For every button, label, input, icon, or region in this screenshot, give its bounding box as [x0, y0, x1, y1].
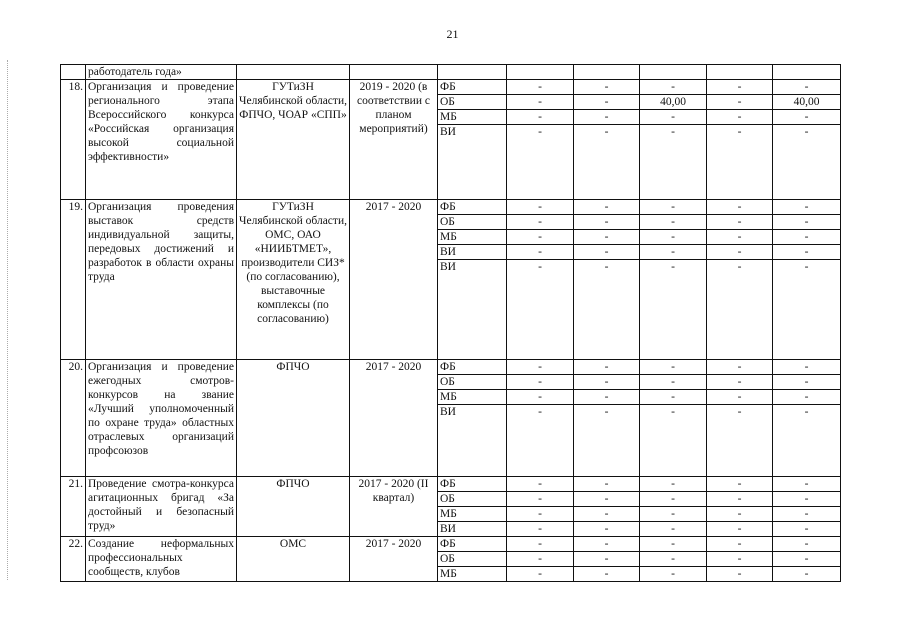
- table-row: [61, 537, 841, 552]
- funding-value: -: [507, 537, 574, 552]
- funding-value: -: [574, 492, 640, 507]
- executor: ФПЧО: [237, 360, 350, 477]
- funding-value: -: [574, 537, 640, 552]
- funding-value: -: [574, 95, 640, 110]
- funding-value: -: [773, 567, 841, 582]
- funding-value: -: [773, 245, 841, 260]
- funding-value: -: [574, 405, 640, 477]
- funding-value: -: [773, 215, 841, 230]
- funding-value: -: [574, 522, 640, 537]
- funding-value: -: [507, 215, 574, 230]
- funding-value: -: [640, 567, 707, 582]
- funding-source: ВИ: [438, 260, 507, 360]
- funding-value: -: [640, 245, 707, 260]
- funding-value: -: [773, 260, 841, 360]
- funding-value: -: [640, 125, 707, 200]
- funding-value: -: [707, 215, 773, 230]
- table-row: [61, 200, 841, 215]
- cell-empty: [507, 65, 574, 80]
- funding-value: -: [773, 125, 841, 200]
- funding-value: -: [773, 110, 841, 125]
- funding-value: -: [640, 522, 707, 537]
- table-body: [61, 65, 841, 582]
- funding-value: -: [640, 215, 707, 230]
- funding-value: -: [507, 567, 574, 582]
- funding-value: -: [707, 522, 773, 537]
- funding-value: -: [574, 200, 640, 215]
- funding-value: -: [707, 110, 773, 125]
- funding-value: -: [574, 507, 640, 522]
- funding-value: -: [507, 200, 574, 215]
- funding-source: МБ: [438, 110, 507, 125]
- funding-value: -: [507, 360, 574, 375]
- funding-value: -: [574, 552, 640, 567]
- funding-value: -: [640, 492, 707, 507]
- row-number: 21.: [61, 477, 86, 537]
- funding-source: МБ: [438, 507, 507, 522]
- funding-source: ФБ: [438, 80, 507, 95]
- funding-source: ФБ: [438, 360, 507, 375]
- funding-value: -: [773, 552, 841, 567]
- row-number: 18.: [61, 80, 86, 200]
- funding-value: -: [507, 405, 574, 477]
- funding-source: ФБ: [438, 537, 507, 552]
- table-row: [61, 360, 841, 375]
- cell-empty: [237, 65, 350, 80]
- funding-value: -: [640, 375, 707, 390]
- funding-value: -: [574, 80, 640, 95]
- funding-value: -: [707, 95, 773, 110]
- funding-value: -: [640, 507, 707, 522]
- funding-value: -: [574, 477, 640, 492]
- funding-source: ОБ: [438, 492, 507, 507]
- funding-value: -: [640, 230, 707, 245]
- funding-value: -: [507, 125, 574, 200]
- funding-value: -: [507, 507, 574, 522]
- activity-name: Организация и проведение регионального этапа Всероссийского конкурса «Российская организация высокой социальной эффективности»: [86, 80, 237, 200]
- period: 2017 - 2020: [350, 360, 438, 477]
- activities-table: [60, 64, 841, 582]
- funding-value: -: [707, 80, 773, 95]
- funding-value: -: [507, 110, 574, 125]
- activity-name: Организация и проведение ежегодных смотров-конкурсов на звание «Лучший уполномоченный по охране труда» областных отраслевых организаций профсоюзов: [86, 360, 237, 477]
- funding-value: -: [507, 80, 574, 95]
- funding-source: МБ: [438, 567, 507, 582]
- continuation-row: [61, 65, 841, 80]
- cell-empty: [773, 65, 841, 80]
- funding-value: -: [507, 260, 574, 360]
- activity-name: Создание неформальных профессиональных сообществ, клубов: [86, 537, 237, 582]
- row-number: 19.: [61, 200, 86, 360]
- cell-empty: [640, 65, 707, 80]
- page-edge-line: [7, 60, 9, 580]
- cell-empty: [438, 65, 507, 80]
- executor: ГУТиЗН Челябинской области, ОМС, ОАО «НИИБТМЕТ», производители СИЗ* (по согласованию), выставочные комплексы (по согласованию): [237, 200, 350, 360]
- funding-value: -: [574, 260, 640, 360]
- funding-value: -: [707, 537, 773, 552]
- cell-empty: [707, 65, 773, 80]
- funding-value: -: [507, 230, 574, 245]
- page-number: 21: [446, 27, 459, 41]
- funding-source: ФБ: [438, 200, 507, 215]
- funding-source: ОБ: [438, 95, 507, 110]
- funding-value: -: [507, 95, 574, 110]
- funding-value: -: [574, 125, 640, 200]
- activity-name: Организация проведения выставок средств индивидуальной защиты, передовых достижений и разработок в области охраны труда: [86, 200, 237, 360]
- funding-value: -: [640, 260, 707, 360]
- funding-value: 40,00: [773, 95, 841, 110]
- funding-value: -: [574, 230, 640, 245]
- funding-value: -: [773, 200, 841, 215]
- cell-empty: [574, 65, 640, 80]
- funding-value: -: [707, 552, 773, 567]
- funding-value: -: [507, 375, 574, 390]
- funding-value: -: [707, 390, 773, 405]
- funding-value: -: [773, 492, 841, 507]
- row-number: 22.: [61, 537, 86, 582]
- funding-value: -: [640, 537, 707, 552]
- funding-value: -: [707, 477, 773, 492]
- cell-empty: [350, 65, 438, 80]
- funding-value: -: [640, 477, 707, 492]
- funding-value: -: [707, 360, 773, 375]
- funding-value: -: [707, 507, 773, 522]
- funding-source: ФБ: [438, 477, 507, 492]
- funding-value: -: [640, 405, 707, 477]
- funding-value: -: [574, 390, 640, 405]
- funding-value: -: [640, 80, 707, 95]
- funding-value: -: [707, 492, 773, 507]
- funding-source: МБ: [438, 390, 507, 405]
- period: 2017 - 2020 (II квартал): [350, 477, 438, 537]
- funding-value: -: [707, 375, 773, 390]
- funding-value: -: [707, 125, 773, 200]
- funding-value: -: [773, 522, 841, 537]
- funding-value: -: [507, 522, 574, 537]
- executor: ОМС: [237, 537, 350, 582]
- activity-name: Проведение смотра-конкурса агитационных бригад «За достойный и безопасный труд»: [86, 477, 237, 537]
- funding-value: -: [773, 80, 841, 95]
- cell-empty: [61, 65, 86, 80]
- period: 2019 - 2020 (в соответствии с планом мероприятий): [350, 80, 438, 200]
- funding-value: -: [574, 245, 640, 260]
- funding-value: -: [773, 507, 841, 522]
- funding-value: -: [507, 245, 574, 260]
- funding-value: -: [574, 375, 640, 390]
- funding-source: ВИ: [438, 125, 507, 200]
- funding-source: ВИ: [438, 245, 507, 260]
- funding-value: -: [773, 405, 841, 477]
- funding-value: -: [574, 360, 640, 375]
- executor: ГУТиЗН Челябинской области, ФПЧО, ЧОАР «СПП»: [237, 80, 350, 200]
- funding-source: МБ: [438, 230, 507, 245]
- funding-value: -: [507, 492, 574, 507]
- period: 2017 - 2020: [350, 537, 438, 582]
- funding-source: ОБ: [438, 215, 507, 230]
- funding-source: ОБ: [438, 375, 507, 390]
- funding-value: -: [640, 200, 707, 215]
- funding-value: -: [574, 110, 640, 125]
- funding-value: -: [707, 200, 773, 215]
- row-number: 20.: [61, 360, 86, 477]
- funding-value: 40,00: [640, 95, 707, 110]
- funding-value: -: [773, 230, 841, 245]
- funding-value: -: [773, 477, 841, 492]
- continuation-text: работодатель года»: [86, 65, 237, 80]
- funding-source: ВИ: [438, 522, 507, 537]
- funding-value: -: [640, 360, 707, 375]
- funding-value: -: [707, 405, 773, 477]
- funding-value: -: [773, 390, 841, 405]
- funding-value: -: [773, 375, 841, 390]
- funding-value: -: [640, 552, 707, 567]
- funding-value: -: [507, 390, 574, 405]
- funding-value: -: [707, 567, 773, 582]
- executor: ФПЧО: [237, 477, 350, 537]
- funding-source: ОБ: [438, 552, 507, 567]
- funding-value: -: [640, 390, 707, 405]
- funding-value: -: [773, 360, 841, 375]
- table-row: [61, 477, 841, 492]
- funding-value: -: [707, 245, 773, 260]
- funding-source: ВИ: [438, 405, 507, 477]
- funding-value: -: [574, 215, 640, 230]
- funding-value: -: [507, 477, 574, 492]
- funding-value: -: [640, 110, 707, 125]
- funding-value: -: [707, 230, 773, 245]
- funding-value: -: [507, 552, 574, 567]
- funding-value: -: [773, 537, 841, 552]
- funding-value: -: [574, 567, 640, 582]
- table-row: [61, 80, 841, 95]
- period: 2017 - 2020: [350, 200, 438, 360]
- funding-value: -: [707, 260, 773, 360]
